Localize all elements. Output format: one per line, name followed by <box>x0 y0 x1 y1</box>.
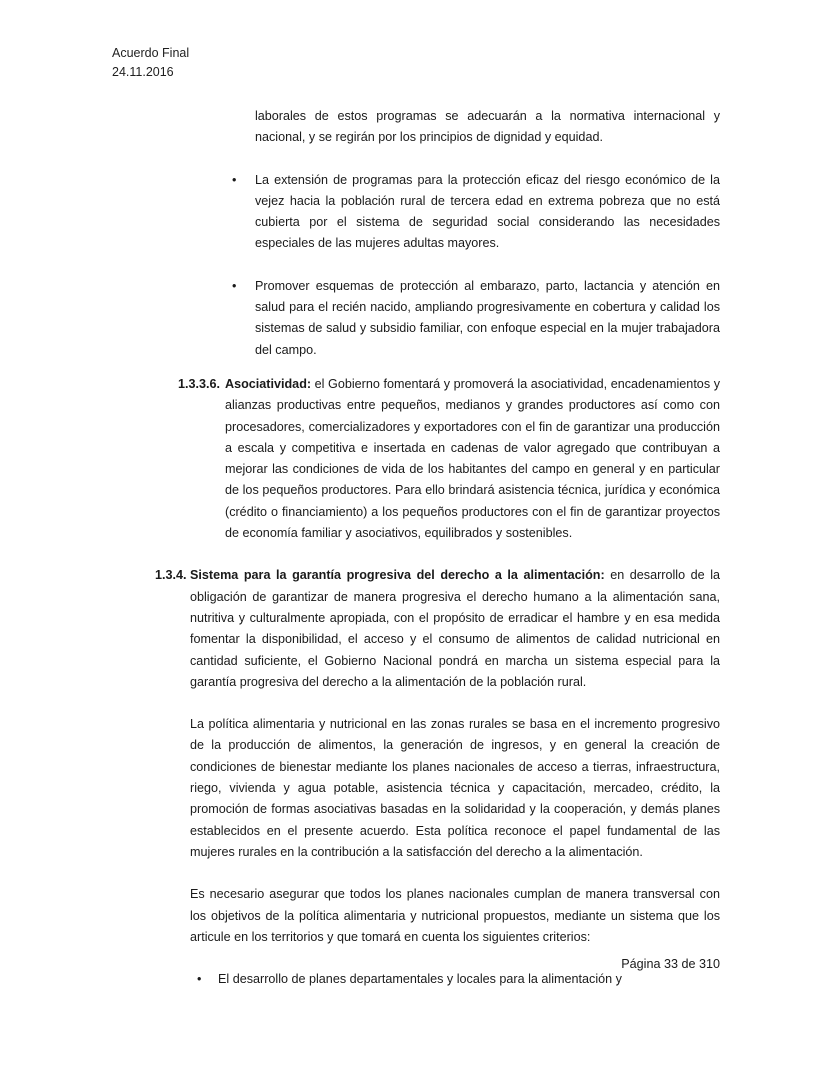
list-item-text: El desarrollo de planes departamentales y locales para la alimentación y <box>218 972 622 987</box>
spacer <box>145 693 720 714</box>
policy-paragraph: La política alimentaria y nutricional en las zonas rurales se basa en el incremento progresivo de la producción de alimentos, la generación de ingresos, y en general la creación de condiciones de bienestar mediante los planes nacionales de acceso a tierras, infraestructura, riego, vivienda y agua potable, asistencia técnica y capacitación, mercadeo, crédito, la promoción de formas asociativas basadas en la solidaridad y la cooperación, y demás planes establecidos en el presente acuerdo. Esta política reconoce el papel fundamental de las mujeres rurales en la contribución a la satisfacción del derecho a la alimentación. <box>190 717 720 859</box>
continuation-paragraph: laborales de estos programas se adecuarán a la normativa internacional y nacional, y se regirán por los principios de dignidad y equidad. <box>255 109 720 145</box>
section-paragraph <box>190 565 720 693</box>
page-number: Página 33 de 310 <box>621 957 720 971</box>
section-body: en desarrollo de la obligación de garantizar de manera progresiva el derecho humano a la alimentación sana, nutritiva y culturalmente apropiada, con el propósito de erradicar el hambre y en esa medida fomentar la disponibilidad, el acceso y el consumo de alimentos de calidad nutricional en cantidad suficiente, el Gobierno Nacional pondrá en marcha un sistema especial para la garantía progresiva del derecho a la alimentación de la población rural. <box>190 568 720 689</box>
section-title: Asociatividad: <box>225 376 312 391</box>
spacer <box>145 544 720 565</box>
document-footer <box>0 955 720 974</box>
list-item <box>232 170 720 255</box>
spacer <box>145 149 720 170</box>
document-body <box>145 106 720 990</box>
header-title: Acuerdo Final <box>112 46 190 60</box>
bullet-icon: • <box>197 972 202 987</box>
section-1-3-3-6 <box>178 374 720 544</box>
section-title: Sistema para la garantía progresiva del derecho a la alimentación: <box>190 568 605 583</box>
section-1-3-4 <box>155 565 720 693</box>
list-item-text: La extensión de programas para la protección eficaz del riesgo económico de la vejez hacia la población rural de tercera edad en extrema pobreza que no está cubierta por el sistema de seguridad social considerando las necesidades especiales de las mujeres adultas mayores. <box>255 172 720 251</box>
list-item-text: Promover esquemas de protección al embarazo, parto, lactancia y atención en salud para el recién nacido, ampliando progresivamente en cobertura y calidad los sistemas de salud y subsidio familiar, con enfoque especial en la mujer trabajadora del campo. <box>255 278 720 357</box>
section-number: 1.3.3.6. <box>178 376 221 391</box>
header-date: 24.11.2016 <box>112 65 174 79</box>
criteria-intro-paragraph: Es necesario asegurar que todos los planes nacionales cumplan de manera transversal con los objetivos de la política alimentaria y nutricional propuestos, mediante un sistema que los articule en los territorios y que tomará en cuenta los siguientes criterios: <box>190 887 720 944</box>
list-item <box>232 276 720 361</box>
document-header <box>112 44 189 82</box>
section-body: el Gobierno fomentará y promoverá la asociatividad, encadenamientos y alianzas productivas entre pequeños, medianos y grandes productores así como con procesadores, comercializadores y exportadores con el fin de garantizar una producción a escala y competitiva e insertada en cadenas de valor agregado que contribuyan a mejorar las condiciones de vida de los habitantes del campo en general y en particular de los pequeños productores. Para ello brindará asistencia técnica, jurídica y económica (crédito o financiamiento) a los pequeños productores con el fin de garantizar proyectos de economía familiar y asociativos, equilibrados y sostenibles. <box>225 376 720 541</box>
section-paragraph <box>225 374 720 544</box>
spacer <box>145 255 720 276</box>
spacer <box>145 863 720 884</box>
bullet-icon: • <box>232 172 237 187</box>
spacer <box>145 361 720 374</box>
bullet-icon: • <box>232 278 237 293</box>
section-number: 1.3.4. <box>155 568 187 583</box>
